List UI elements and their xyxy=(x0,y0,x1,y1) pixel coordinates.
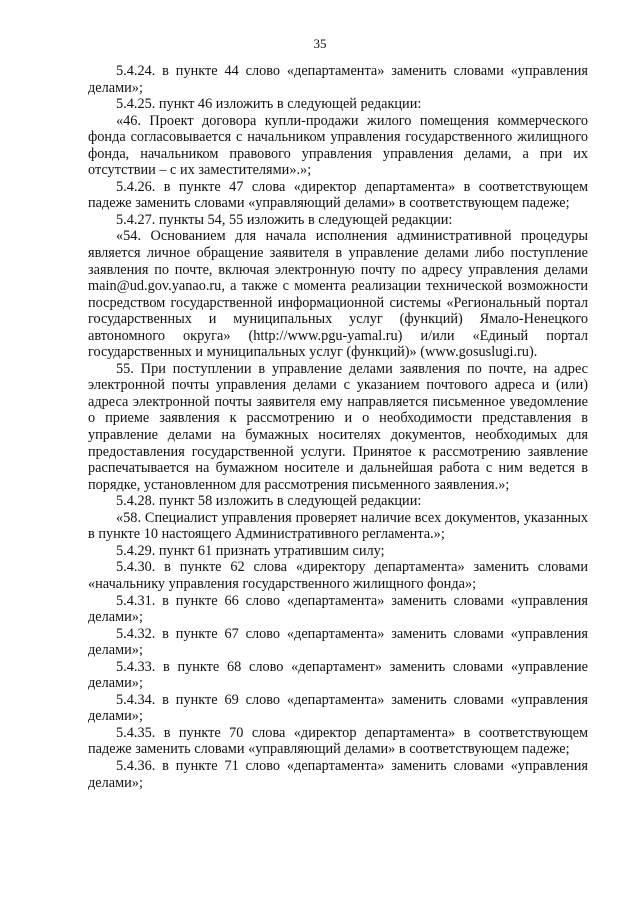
paragraph: 5.4.24. в пункте 44 слово «департамента» заменить словами «управления делами»; xyxy=(88,63,588,96)
paragraph: 5.4.33. в пункте 68 слово «департамент» заменить словами «управление делами»; xyxy=(88,658,588,692)
paragraph: 5.4.30. в пункте 62 слова «директору департамента» заменить словами «начальнику управления государственного жилищного фонда»; xyxy=(88,559,588,592)
paragraph: 5.4.27. пункты 54, 55 изложить в следующей редакции: xyxy=(116,211,453,228)
paragraph: 5.4.32. в пункте 67 слово «департамента» заменить словами «управления делами»; xyxy=(88,625,588,659)
paragraph: 5.4.28. пункт 58 изложить в следующей редакции: xyxy=(116,493,422,510)
paragraph: 5.4.35. в пункте 70 слова «директор департамента» в соответствующем падеже заменить словами «управляющий делами» в соответствующем падеже; xyxy=(88,724,588,758)
paragraph: «46. Проект договора купли-продажи жилого помещения коммерческого фонда согласовывается с начальником управления государственного жилищного фонда, начальником правового управления управления делами, а при их отсутствии – с их заместителями».»; xyxy=(88,112,588,179)
paragraph: 55. При поступлении в управление делами заявления по почте, на адрес электронной почты управления делами с указанием почтового адреса и (или) адреса электронной почты заявителя ему направляется письменное уведомление о приеме заявления к рассмотрению и о необходимости представления в управление делами на бумажных носителях документов, необходимых для предоставления государственной услуги. Принятое к рассмотрению заявление распечатывается на бумажном носителе и дальнейшая работа с ним ведется в порядке, установленном для рассмотрения письменного заявления.»; xyxy=(88,360,588,493)
page-number: 35 xyxy=(313,36,327,51)
paragraph: «58. Специалист управления проверяет наличие всех документов, указанных в пункте 10 настоящего Административного регламента.»; xyxy=(88,509,588,543)
paragraph: «54. Основанием для начала исполнения административной процедуры является личное обращение заявителя в управление делами либо поступление заявления по почте, включая электронную почту по адресу управления делами main@ud.gov.yanao.ru, а также с момента реализации технической возможности посредством государственной информационной системы «Региональный портал государственных и муниципальных услуг (функций) Ямало-Ненецкого автономного округа» (http://www.pgu-yamal.ru) и/или «Единый портал государственных и муниципальных услуг (функций)» (www.gosuslugi.ru). xyxy=(88,228,588,361)
paragraph: 5.4.26. в пункте 47 слова «директор департамента» в соответствующем падеже заменить словами «управляющий делами» в соответствующем падеже; xyxy=(88,178,588,212)
paragraph: 5.4.31. в пункте 66 слово «департамента» заменить словами «управления делами»; xyxy=(88,592,588,626)
paragraph: 5.4.29. пункт 61 признать утратившим силу; xyxy=(116,542,385,559)
paragraph: 5.4.25. пункт 46 изложить в следующей редакции: xyxy=(116,96,422,113)
paragraph: 5.4.36. в пункте 71 слово «департамента» заменить словами «управления делами»; xyxy=(88,757,588,791)
paragraph: 5.4.34. в пункте 69 слово «департамента» заменить словами «управления делами»; xyxy=(88,691,588,725)
document-body xyxy=(88,63,588,791)
